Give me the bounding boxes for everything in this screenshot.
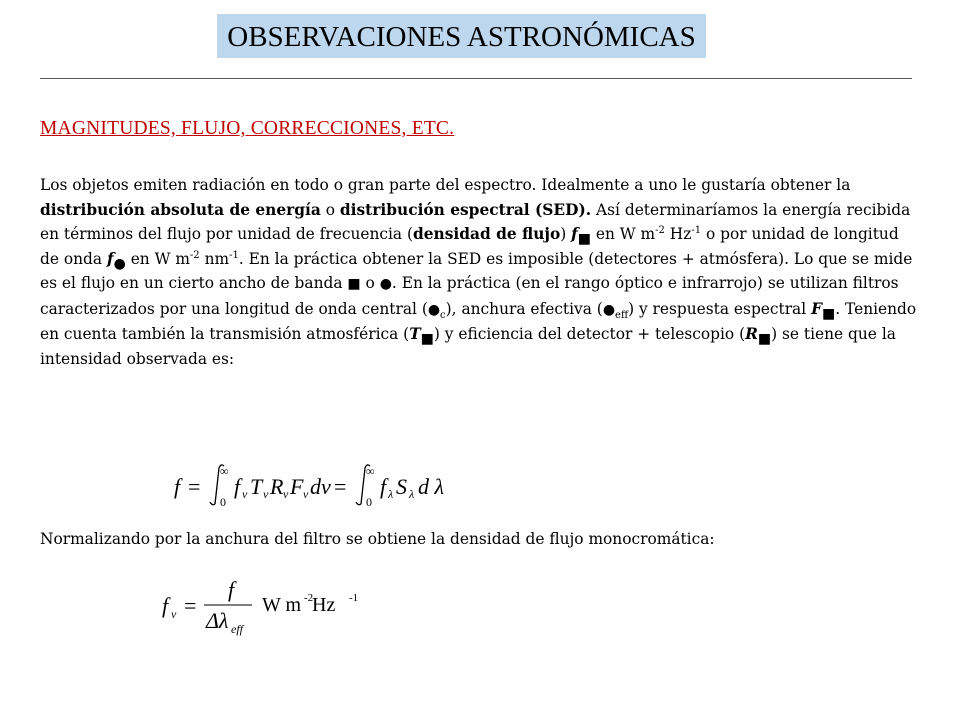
text: ) y respuesta espectral [628, 299, 812, 318]
eq1-sub-nu: ν [303, 487, 309, 501]
eq2-denominator: Δλ [206, 608, 229, 633]
nu-symbol: ■ [822, 305, 836, 322]
sub: eff [615, 309, 629, 321]
lambda-symbol: ● [427, 301, 441, 318]
var-T: T [409, 325, 421, 343]
nu-symbol: ■ [757, 331, 772, 348]
eq1-equals: = [188, 474, 201, 499]
text: . En la práctica obtener la SED es imposible (detectores + atmósfera). Lo que se mide es el flujo en un cierto ancho de banda [40, 249, 913, 292]
text: en W m [591, 225, 656, 243]
bold-term: distribución espectral (SED). [339, 200, 592, 219]
eq1-R: R [270, 474, 284, 499]
text: Hz [664, 225, 692, 243]
eq2-units-sup1: -2 [304, 592, 314, 604]
text: Los objetos emiten radiación en todo o gran parte del espectro. Idealmente a uno le gustaría obtener la [40, 176, 851, 194]
var-R: R [745, 325, 758, 343]
text: ), anchura efectiva ( [445, 299, 603, 318]
text: nm [199, 249, 230, 268]
text: . Teniendo en cuenta también la transmisión atmosférica ( [40, 299, 917, 343]
eq1-dlam: d λ [418, 474, 445, 499]
lambda-symbol: ● [602, 301, 616, 318]
eq1-sub-lam: λ [388, 487, 394, 501]
lambda-symbol: ● [379, 276, 392, 292]
eq1-lower-limit-2: 0 [366, 495, 372, 509]
eq2-lhs: f [162, 593, 169, 618]
eq1-sub-lam: λ [409, 487, 415, 501]
eq1-sub-nu: ν [283, 487, 289, 501]
sup: -2 [655, 224, 665, 236]
flux-integral-equation [170, 462, 470, 510]
eq2-sub-nu: ν [171, 607, 177, 621]
text: o por unidad de longitud de onda [40, 225, 899, 268]
eq1-sub-nu: ν [242, 487, 248, 501]
eq2-numerator: f [228, 577, 235, 602]
sup: -1 [229, 249, 239, 261]
text: o [320, 200, 340, 219]
title-box [217, 14, 706, 58]
lambda-symbol: ● [113, 255, 126, 272]
eq1-sub-nu: ν [263, 487, 269, 501]
body-paragraph [40, 173, 920, 371]
section-heading: MAGNITUDES, FLUJO, CORRECCIONES, ETC. [40, 118, 455, 139]
eq1-T: T [250, 474, 263, 499]
sub: c [440, 309, 446, 321]
text: . En la práctica (en el rango óptico e infrarrojo) se utilizan filtros caracterizados por una longitud de onda central ( [40, 274, 899, 318]
eq1-equals-2: = [334, 474, 347, 499]
monochromatic-flux-equation [160, 575, 390, 639]
text: ) [560, 225, 572, 243]
eq2-units-W: W m [262, 594, 302, 616]
page-title: OBSERVACIONES ASTRONÓMICAS [227, 21, 696, 53]
eq1-upper-limit-1: ∞ [220, 464, 229, 478]
var-F: F [811, 299, 822, 318]
bold-term: distribución absoluta de energía [40, 200, 321, 219]
nu-symbol: ■ [577, 231, 591, 248]
normalizing-sentence: Normalizando por la anchura del filtro se obtiene la densidad de flujo monocromática: [40, 530, 715, 548]
sup: -1 [691, 224, 702, 236]
bold-term: densidad de flujo [413, 225, 561, 243]
eq2-den-sub: eff [231, 622, 243, 636]
eq1-lhs: f [174, 474, 181, 499]
var-f: f [106, 249, 114, 268]
title-divider [40, 78, 912, 79]
eq1-f2: f [380, 474, 387, 499]
text: ) se tiene que la intensidad observada es: [40, 325, 896, 368]
text: Así determinaríamos la energía recibida en términos del flujo por unidad de frecuencia ( [40, 200, 911, 243]
eq2-equals: = [184, 593, 197, 618]
eq2-units-sup2: -1 [349, 592, 359, 604]
eq1-dnu: dν [310, 474, 331, 499]
nu-symbol: ■ [347, 276, 361, 292]
var-f: f [571, 225, 578, 243]
nu-symbol: ■ [420, 331, 434, 348]
text: en W m [125, 249, 190, 268]
eq1-lower-limit-1: 0 [220, 495, 226, 509]
eq1-F: F [290, 474, 304, 499]
eq2-units-Hz: Hz [312, 594, 336, 616]
eq1-upper-limit-2: ∞ [366, 464, 375, 478]
eq1-f: f [234, 474, 241, 499]
text: ) y eficiencia del detector + telescopio ( [433, 325, 746, 343]
text: o [360, 274, 380, 292]
sup: -2 [189, 249, 200, 261]
eq1-S: S [396, 474, 407, 499]
